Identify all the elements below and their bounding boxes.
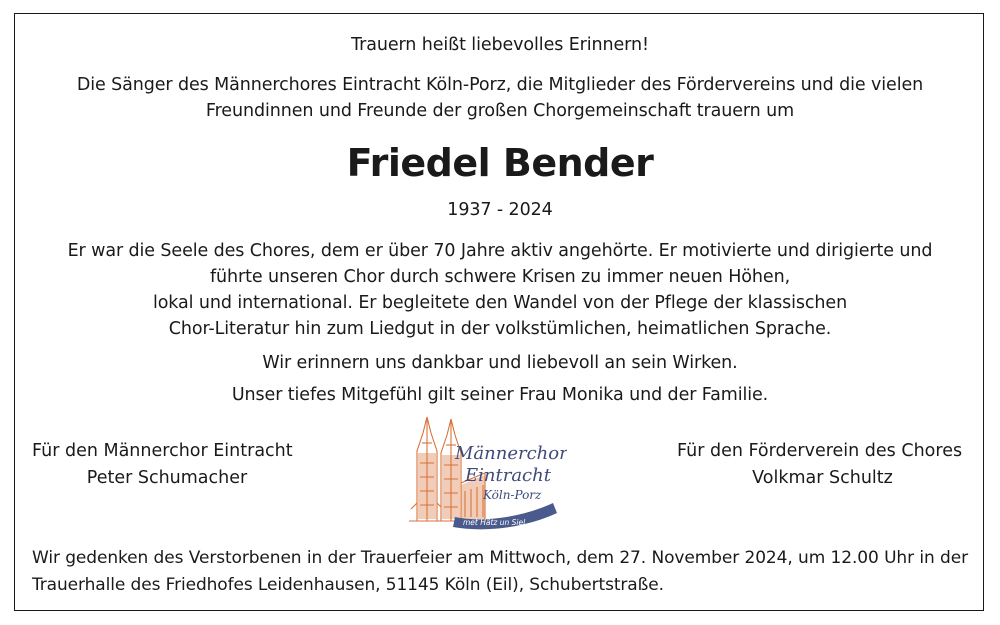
condolence-line: Unser tiefes Mitgefühl gilt seiner Frau Monika und der Familie.: [231, 385, 769, 405]
left-signature-person: Peter Schumacher: [86, 468, 248, 488]
logo-line-2: Eintracht: [465, 465, 551, 486]
tribute-line-4: Chor-Literatur hin zum Liedgut in der volkstümlichen, heimatlichen Sprache.: [168, 319, 832, 339]
tribute-line-2: führte unseren Chor durch schwere Krisen zu immer neuen Höhen,: [209, 267, 791, 287]
motto: Trauern heißt liebevolles Erinnern!: [351, 35, 649, 55]
deceased-name: Friedel Bender: [346, 141, 654, 185]
left-signature-org: Für den Männerchor Eintracht: [32, 441, 293, 461]
funeral-details: Wir gedenken des Verstorbenen in der Trauerfeier am Mittwoch, dem 27. November 2024, um 12.00 Uhr in der Trauerhalle des Friedhofes Leidenhausen, 51145 Köln (Eil), Schubertstraße.: [32, 548, 968, 595]
cathedral-icon: [403, 413, 567, 531]
intro-line-1: Die Sänger des Männerchores Eintracht Köln-Porz, die Mitglieder des Fördervereins und die vielen: [76, 75, 924, 95]
logo-line-3: Köln-Porz: [483, 488, 542, 502]
right-signature-org: Für den Förderverein des Chores: [677, 441, 963, 461]
intro-line-2: Freundinnen und Freunde der großen Chorgemeinschaft trauern um: [205, 101, 795, 121]
remembrance-line: Wir erinnern uns dankbar und liebevoll an sein Wirken.: [262, 353, 738, 373]
choir-logo: [403, 413, 567, 531]
tribute-line-3: lokal und international. Er begleitete den Wandel von der Pflege der klassischen: [152, 293, 848, 313]
right-signature-person: Volkmar Schultz: [752, 468, 893, 488]
logo-ribbon-text: met Hätz un Siel: [463, 518, 526, 527]
life-years: 1937 - 2024: [447, 200, 553, 220]
logo-line-1: Männerchor: [455, 443, 567, 464]
tribute-line-1: Er war die Seele des Chores, dem er über 70 Jahre aktiv angehörte. Er motivierte und dirigierte und: [67, 241, 933, 261]
